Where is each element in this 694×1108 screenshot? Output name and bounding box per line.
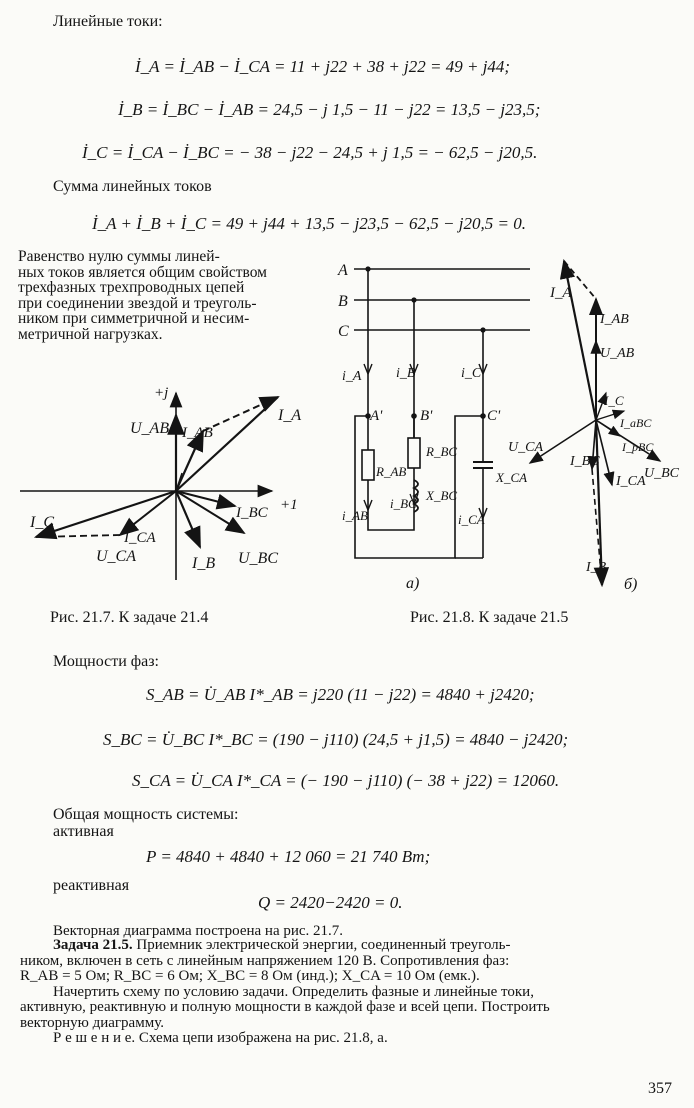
- line-currents-title: Линейные токи:: [53, 13, 163, 30]
- vector-dashed-ca: [36, 535, 120, 537]
- label-u-ca-b: U_CA: [508, 440, 543, 455]
- label-u-bc: U_BC: [238, 550, 278, 567]
- current-label-ica: i_CA: [458, 512, 485, 527]
- current-label-iab: i_AB: [342, 508, 368, 523]
- node-a-prime: A': [370, 408, 383, 424]
- sublabel-b: б): [624, 576, 638, 593]
- closing-line: Векторная диаграмма построена на рис. 21.7.: [53, 923, 344, 939]
- total-power-title: Общая мощность системы:: [53, 806, 239, 823]
- vector-i-a: [176, 397, 278, 491]
- label-i-c-b: I_C: [604, 393, 624, 408]
- equation-s-ab: S_AB = U̇_AB I*_AB = j220 (11 − j22) = 4840 + j2420;: [146, 685, 535, 704]
- figure-21-8b-vector-diagram: [500, 255, 690, 595]
- label-i-ab: I_AB: [182, 425, 213, 441]
- task2-line-2: векторную диаграмму.: [20, 1014, 164, 1031]
- paragraph-sum-zero: [18, 249, 326, 342]
- label-i-abc: I_aBC: [620, 416, 652, 430]
- label-i-ab-b: I_AB: [600, 312, 629, 327]
- equation-ic: İ_C = İ_CA − İ_BC = − 38 − j22 − 24,5 + j 1,5 = − 62,5 − j20,5.: [82, 143, 538, 162]
- task2-line-0: Начертить схему по условию задачи. Определить фазные и линейные токи,: [53, 983, 534, 1000]
- label-i-a-b: I_A: [550, 285, 572, 301]
- caption-fig-21-7: Рис. 21.7. К задаче 21.4: [50, 609, 209, 626]
- task-line-1: [20, 938, 678, 954]
- node-c-prime: C': [487, 408, 501, 424]
- bus-label-c: C: [338, 323, 349, 340]
- vector-u-bc: [176, 491, 244, 533]
- sublabel-a: а): [406, 575, 420, 592]
- label-i-ca: I_CA: [124, 530, 156, 546]
- paragraph-line: трехфазных трехпроводных цепей: [18, 279, 245, 296]
- equation-s-ca: S_CA = U̇_CA I*_CA = (− 190 − j110) (− 38 + j22) = 12060.: [132, 771, 560, 790]
- label-u-ca: U_CA: [96, 548, 136, 565]
- solution-line: Р е ш е н и е. Схема цепи изображена на рис. 21.8, а.: [53, 1030, 388, 1046]
- axis-y-label: +j: [154, 385, 169, 401]
- vector-dashed-ab: [203, 397, 278, 431]
- label-i-b: I_B: [192, 555, 216, 572]
- label-u-bc-b: U_BC: [644, 466, 679, 481]
- powers-title: Мощности фаз:: [53, 653, 159, 670]
- paragraph-line: ных токов является общим свойством: [18, 263, 267, 281]
- task-text-2: R_AB = 5 Ом; R_BC = 6 Ом; X_BC = 8 Ом (инд.); X_CA = 10 Ом (емк.).: [20, 968, 480, 984]
- active-label: активная: [53, 823, 114, 840]
- vector-i-bc: [176, 491, 235, 506]
- bus-label-b: B: [338, 293, 348, 310]
- label-i-pbc: I_pBC: [622, 440, 654, 454]
- label-i-bc-b: I_BC: [570, 454, 600, 469]
- label-i-b-b: I_B: [586, 560, 607, 575]
- label-r-bc: R_BC: [426, 444, 458, 459]
- axis-x-label: +1: [280, 497, 298, 513]
- equation-sum: İ_A + İ_B + İ_C = 49 + j44 + 13,5 − j23,5 − 62,5 − j20,5 = 0.: [92, 214, 526, 233]
- task-text-1: ником, включен в сеть с линейным напряжением 120 В. Сопротивления фаз:: [20, 952, 510, 969]
- current-label-ic: i_C: [461, 366, 482, 381]
- paragraph-line: ником при симметричной и несим-: [18, 310, 250, 327]
- task-label: Задача 21.5.: [53, 937, 133, 953]
- equation-ia: İ_A = İ_AB − İ_CA = 11 + j22 + 38 + j22 = 49 + j44;: [135, 57, 511, 76]
- page-number: 357: [648, 1080, 672, 1097]
- figure-21-7-vector-diagram: [10, 375, 310, 585]
- label-i-a: I_A: [278, 407, 302, 424]
- resistor-r-bc: [408, 438, 420, 468]
- sum-title: Сумма линейных токов: [53, 178, 212, 195]
- equation-ib: İ_B = İ_BC − İ_AB = 24,5 − j 1,5 − 11 − j22 = 13,5 − j23,5;: [118, 100, 541, 119]
- vector-i-ca: [120, 491, 176, 535]
- label-r-ab: R_AB: [376, 464, 407, 479]
- paragraph-line: при соединении звездой и треуголь-: [18, 294, 257, 312]
- task-text-0: Приемник электрической энергии, соединенный треуголь-: [136, 937, 511, 953]
- task2-line-1: активную, реактивную и полную мощности в каждой фазе и всей цепи. Построить: [20, 999, 550, 1015]
- label-x-bc: X_BC: [426, 488, 458, 503]
- current-label-ibc: i_BC: [390, 496, 417, 511]
- current-label-ia: i_A: [342, 369, 362, 384]
- task-21-5: [20, 938, 678, 1047]
- label-i-c: I_C: [30, 514, 54, 531]
- caption-fig-21-8: Рис. 21.8. К задаче 21.5: [410, 609, 569, 626]
- paragraph-line: Равенство нулю суммы линей-: [18, 248, 220, 265]
- label-i-bc: I_BC: [236, 505, 268, 521]
- label-u-ab-b: U_AB: [600, 346, 635, 361]
- equation-active: P = 4840 + 4840 + 12 060 = 21 740 Вт;: [146, 847, 431, 866]
- bus-label-a: A: [338, 262, 348, 279]
- paragraph-line: метричной нагрузках.: [18, 325, 163, 343]
- label-i-ca-b: I_CA: [616, 474, 646, 489]
- reactive-label: реактивная: [53, 877, 130, 894]
- label-u-ab: U_AB: [130, 420, 170, 437]
- label-x-ca: X_CA: [496, 470, 528, 485]
- resistor-r-ab: [362, 450, 374, 480]
- current-label-ib: i_B: [396, 366, 416, 381]
- equation-s-bc: S_BC = U̇_BC I*_BC = (190 − j110) (24,5 + j1,5) = 4840 − j2420;: [103, 730, 569, 749]
- node-b-prime: B': [420, 408, 433, 424]
- equation-reactive: Q = 2420−2420 = 0.: [258, 893, 403, 912]
